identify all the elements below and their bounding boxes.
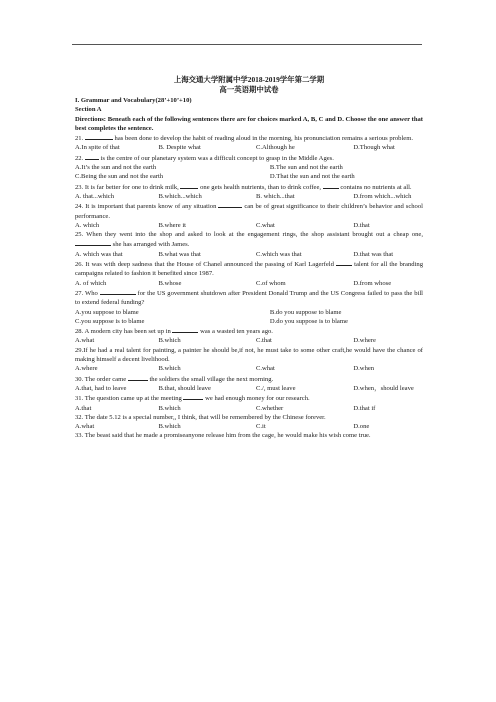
answer-blank [336,259,352,266]
exam-page [75,75,423,441]
options-row [75,308,423,317]
stem-text: 27. Who [75,289,100,297]
stem-text: she has arranged with James. [111,241,190,249]
exam-title: 上海交通大学附属中学2018-2019学年第二学期 [173,75,325,84]
stem-text: was a wasted ten years ago. [198,328,273,336]
question-stem [75,431,423,440]
question-stem [75,288,423,308]
stem-text: one gets health nutrients, than to drink coffee, [198,183,323,191]
answer-option: A. which was that [75,250,123,258]
question-stem [75,326,423,336]
answer-option: B. which...that [255,192,295,200]
answer-option: C.you suppose is to blame [75,317,145,325]
exam-subtitle: 高一英语期中试卷 [219,85,279,94]
answer-option: B.The sun and not the earth [269,164,343,172]
answer-option: B.which...which [158,192,202,200]
answer-blank [128,374,148,381]
answer-option: C.whether [255,404,284,412]
stem-text: 33. The beast said that he made a promiseanyone release him from the cage, he would make his wish come true. [75,432,371,440]
question-list [75,133,423,441]
answer-option: C.what [255,365,275,373]
answer-option: D.that [353,221,370,229]
answer-option: A.what [75,337,95,345]
answer-option: D.Though what [353,144,395,152]
answer-option: B.what was that [158,250,201,258]
answer-option: D.That the sun and not the earth [269,173,355,181]
part-heading: I. Grammar and Vocabulary(28’+10’+10) [75,97,192,104]
stem-text: 26. It was with deep sadness that the House of Chanel announced the passing of Karl Lagerfeld [75,261,336,269]
answer-option: A. which [75,221,100,229]
answer-option: D.from which...which [353,192,412,200]
answer-blank [85,153,99,160]
answer-option: C.Being the sun and not the earth [75,173,164,181]
question-stem [75,182,423,192]
stem-text: the soldiers the small village the next morning. [147,375,274,383]
stem-text: 30. The order came [75,375,128,383]
answer-option: B.that, should leave [158,384,211,392]
options-row [75,279,423,288]
answer-option: D.that if [353,404,376,412]
answer-option: A. of which [75,279,107,287]
answer-option: C.Although he [255,144,295,152]
header-rule [72,44,422,45]
answer-option: C.which was that [255,250,302,258]
answer-option: C.of whom [255,279,286,287]
answer-blank [172,326,198,333]
stem-text: 24. It is important that parents know of any situation [75,203,219,211]
answer-option: D.from whose [353,279,392,287]
options-row [75,404,423,413]
section-heading: Section A [75,106,102,114]
question-stem [75,230,423,250]
options-row [75,163,423,172]
answer-option: D.that was that [353,250,394,258]
options-row [75,143,423,152]
answer-option: B.which [158,365,181,373]
answer-blank [323,182,339,189]
answer-option: A.where [75,365,98,373]
stem-text: 21. [75,135,85,143]
answer-option: D.where [353,337,376,345]
stem-text: contains no nutrients at all. [338,183,412,191]
options-row [75,336,423,345]
stem-text: 23. It is far better for one to drink milk, [75,183,181,191]
stem-text: we had enough money for our research. [203,395,310,403]
answer-option: A.that [75,404,92,412]
options-row [75,317,423,326]
answer-option: A.that, had to leave [75,384,127,392]
answer-option: C.it [255,423,266,431]
answer-option: A.what [75,423,95,431]
options-row [75,172,423,181]
stem-text: 28. A modern city has been set up in [75,328,173,336]
answer-blank [85,133,113,140]
question-stem [75,153,423,163]
answer-blank [180,182,198,189]
answer-option: D.one [353,423,370,431]
answer-option: C.that [255,337,272,345]
question-stem [75,346,423,365]
answer-option: A. that...which [75,192,115,200]
answer-option: D.when，should leave [353,384,414,392]
stem-text: has been done to develop the habit of reading aloud in the morning, his pronunciation remains a serious problem. [112,135,414,143]
question-stem [75,413,423,422]
options-row [75,384,423,393]
options-row [75,192,423,201]
options-row [75,364,423,373]
stem-text: can be of great significance to their children’s behavior and school performance. [75,203,423,220]
answer-option: B.which [158,337,181,345]
answer-blank [100,288,136,295]
question-stem [75,393,423,403]
stem-text: 29.If he had a real talent for painting, a painter he should be,if not, he must take to some other craft,he would have the chance of making himself a decent livelihood. [75,346,423,364]
answer-option: C.what [255,221,275,229]
question-stem [75,374,423,384]
stem-text: 22. [75,154,85,162]
answer-option: A.you suppose to blame [75,308,139,316]
answer-option: D.when [353,365,375,373]
stem-text: 32. The date 5.12 is a special number,, I think, that will be remembered by the Chinese forever. [75,413,326,421]
answer-option: A.It’s the sun and not the earth [75,164,157,172]
answer-option: B. Despite what [158,144,201,152]
stem-text: 25. When they went into the shop and asked to look at the engagement rings, the shop assistant brought out a cheap one, [75,231,423,239]
answer-option: B.which [158,423,181,431]
stem-text: for the US government shutdown after President Donald Trump and the US Congress failed to pass the bill to extend federal funding? [75,289,423,307]
stem-text: 31. The question came up at the meeting [75,395,184,403]
answer-blank [75,239,111,246]
answer-option: B.which [158,404,181,412]
answer-option: B.where it [158,221,186,229]
options-row [75,250,423,259]
answer-blank [183,393,203,400]
answer-option: C./, must leave [255,384,296,392]
answer-option: B.do you suppose to blame [269,308,342,316]
question-stem [75,133,423,143]
answer-blank [218,201,242,208]
answer-option: A.In spite of that [75,144,120,152]
options-row [75,422,423,431]
directions: Directions: Beneath each of the following sentences there are for choices marked A, B, C and D. Choose the one answer that best completes the sentence. [75,115,423,132]
question-stem [75,201,423,221]
options-row [75,221,423,230]
stem-text: talent for all the branding campaigns related to fashion it benefited since 1987. [75,261,423,278]
stem-text: is the centre of our planetary system was a difficult concept to grasp in the Middle Ages. [98,154,334,162]
answer-option: B.whose [158,279,182,287]
answer-option: D.do you suppose is to blame [269,317,348,325]
question-stem [75,259,423,279]
